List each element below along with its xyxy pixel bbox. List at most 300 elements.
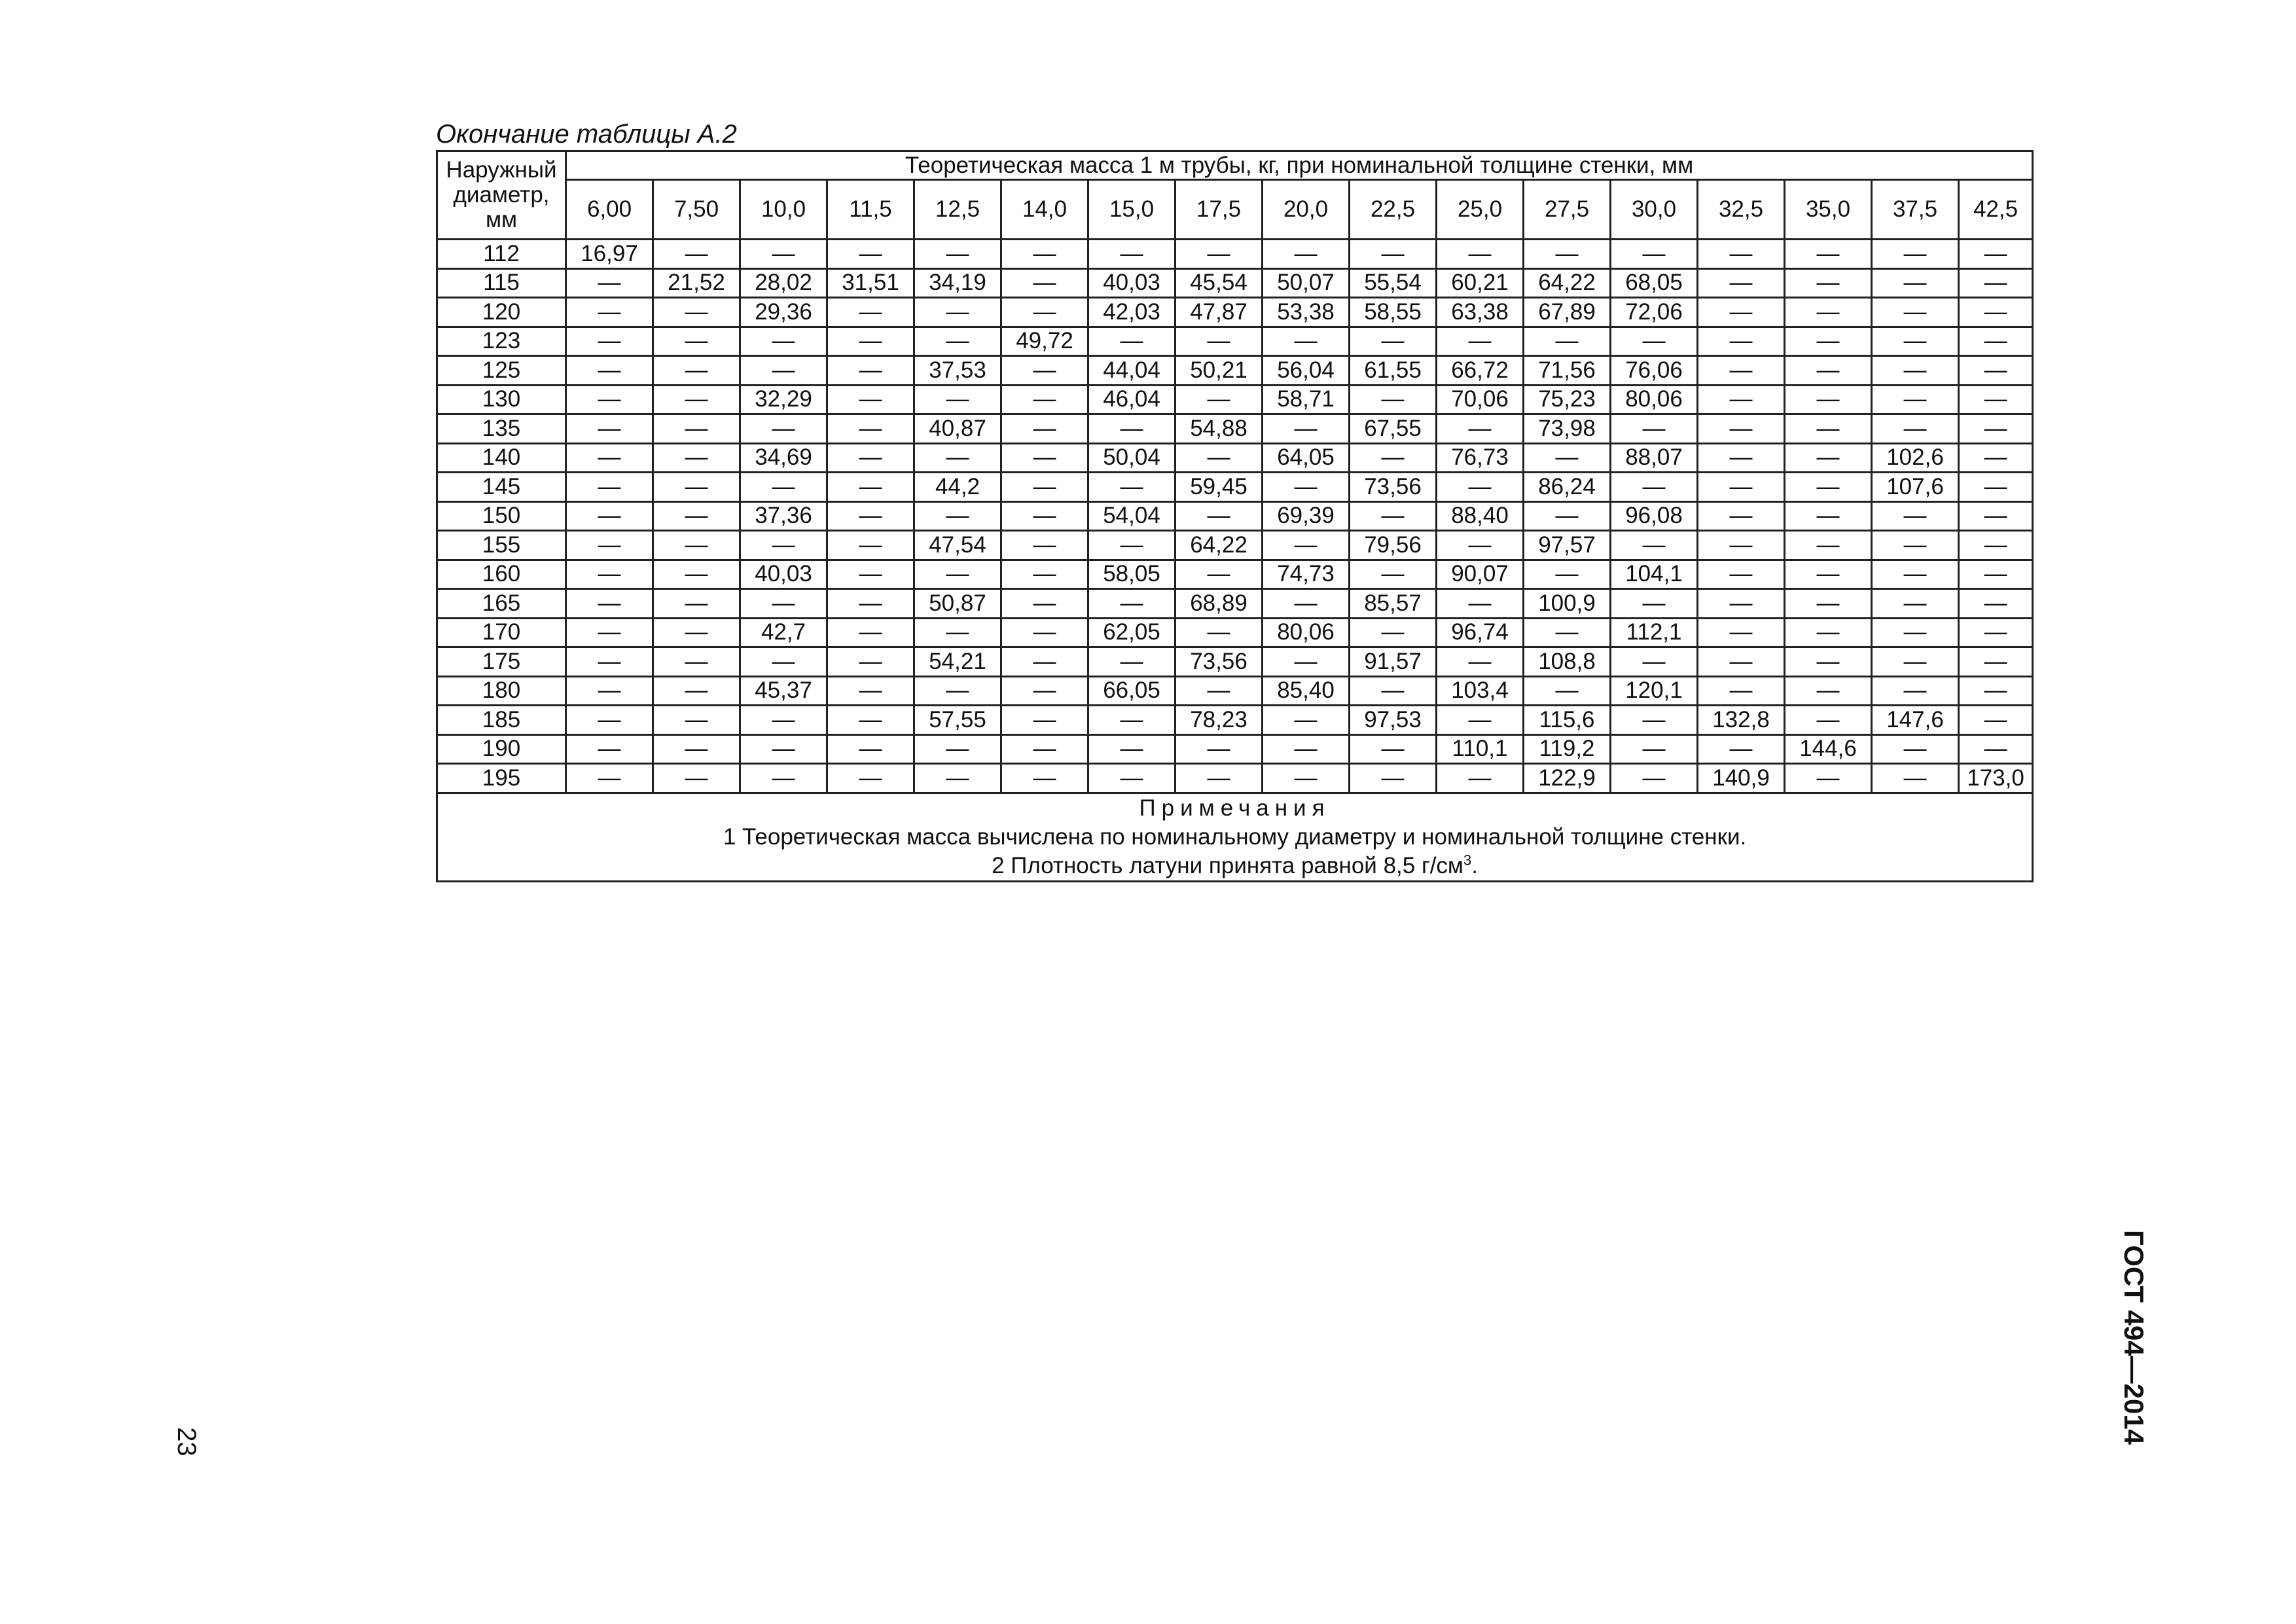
- mass-cell: —: [740, 473, 827, 502]
- thickness-header: 30,0: [1611, 180, 1698, 240]
- mass-cell: 74,73: [1263, 560, 1350, 589]
- mass-cell: —: [1872, 647, 1959, 677]
- mass-cell: —: [1959, 473, 2033, 502]
- mass-cell: —: [1437, 706, 1524, 735]
- mass-cell: 47,54: [914, 531, 1001, 560]
- mass-cell: —: [1785, 473, 1872, 502]
- mass-cell: —: [1088, 531, 1175, 560]
- mass-cell: —: [1872, 501, 1959, 531]
- mass-cell: —: [653, 356, 740, 386]
- unit-superscript: 3: [1463, 851, 1472, 868]
- mass-cell: —: [1350, 734, 1437, 764]
- mass-cell: —: [1785, 560, 1872, 589]
- mass-cell: —: [1698, 560, 1785, 589]
- mass-cell: —: [1437, 414, 1524, 444]
- mass-cell: 173,0: [1959, 764, 2033, 793]
- mass-cell: 32,29: [740, 385, 827, 414]
- mass-cell: —: [1959, 734, 2033, 764]
- notes-row: [437, 793, 2033, 881]
- mass-cell: 58,71: [1263, 385, 1350, 414]
- mass-cell: —: [1959, 268, 2033, 298]
- mass-cell: —: [1872, 764, 1959, 793]
- thickness-header: 17,5: [1175, 180, 1263, 240]
- mass-cell: —: [1785, 298, 1872, 327]
- mass-cell: —: [653, 618, 740, 647]
- mass-cell: —: [1175, 734, 1263, 764]
- mass-cell: —: [653, 327, 740, 356]
- mass-cell: —: [1611, 240, 1698, 269]
- mass-cell: 147,6: [1872, 706, 1959, 735]
- diameter-cell: 125: [437, 356, 566, 386]
- mass-cell: —: [1001, 531, 1088, 560]
- mass-cell: —: [1001, 298, 1088, 327]
- mass-cell: 34,69: [740, 443, 827, 473]
- mass-cell: 110,1: [1437, 734, 1524, 764]
- mass-cell: —: [827, 618, 914, 647]
- mass-cell: —: [1350, 764, 1437, 793]
- mass-cell: —: [740, 706, 827, 735]
- mass-cell: —: [740, 647, 827, 677]
- mass-cell: —: [653, 298, 740, 327]
- mass-cell: —: [1698, 268, 1785, 298]
- mass-cell: —: [1872, 327, 1959, 356]
- mass-cell: 21,52: [653, 268, 740, 298]
- mass-cell: 37,53: [914, 356, 1001, 386]
- diameter-cell: 123: [437, 327, 566, 356]
- mass-cell: 86,24: [1524, 473, 1611, 502]
- mass-cell: 40,03: [740, 560, 827, 589]
- mass-cell: —: [566, 443, 653, 473]
- mass-cell: —: [653, 443, 740, 473]
- diameter-cell: 130: [437, 385, 566, 414]
- mass-cell: 91,57: [1350, 647, 1437, 677]
- mass-cell: —: [1872, 618, 1959, 647]
- table-row: [437, 531, 2033, 560]
- mass-cell: —: [827, 531, 914, 560]
- mass-cell: —: [566, 298, 653, 327]
- mass-cell: —: [1785, 618, 1872, 647]
- mass-cell: —: [827, 501, 914, 531]
- mass-cell: —: [1263, 240, 1350, 269]
- mass-cell: —: [1872, 589, 1959, 619]
- mass-cell: —: [653, 706, 740, 735]
- mass-cell: —: [1001, 414, 1088, 444]
- mass-cell: —: [1263, 589, 1350, 619]
- table-row: [437, 327, 2033, 356]
- mass-cell: —: [1001, 618, 1088, 647]
- mass-cell: —: [827, 706, 914, 735]
- mass-cell: —: [653, 560, 740, 589]
- mass-cell: 75,23: [1524, 385, 1611, 414]
- mass-cell: 54,21: [914, 647, 1001, 677]
- mass-cell: 58,55: [1350, 298, 1437, 327]
- mass-cell: —: [914, 385, 1001, 414]
- mass-cell: —: [1872, 531, 1959, 560]
- mass-cell: —: [1959, 706, 2033, 735]
- mass-cell: —: [1959, 501, 2033, 531]
- mass-cell: —: [1959, 676, 2033, 706]
- mass-cell: —: [1350, 327, 1437, 356]
- mass-cell: —: [1263, 327, 1350, 356]
- row-header-cell: [437, 151, 566, 240]
- mass-cell: 59,45: [1175, 473, 1263, 502]
- mass-cell: —: [827, 647, 914, 677]
- mass-cell: 61,55: [1350, 356, 1437, 386]
- mass-cell: —: [1001, 268, 1088, 298]
- mass-cell: —: [1959, 356, 2033, 386]
- mass-cell: 96,08: [1611, 501, 1698, 531]
- diameter-cell: 165: [437, 589, 566, 619]
- mass-cell: 66,05: [1088, 676, 1175, 706]
- thickness-header: 27,5: [1524, 180, 1611, 240]
- thickness-header-row: [437, 180, 2033, 240]
- mass-cell: 44,2: [914, 473, 1001, 502]
- mass-cell: —: [1959, 589, 2033, 619]
- mass-cell: —: [1785, 268, 1872, 298]
- mass-cell: 122,9: [1524, 764, 1611, 793]
- mass-cell: —: [1785, 647, 1872, 677]
- mass-cell: —: [914, 298, 1001, 327]
- mass-cell: —: [1263, 531, 1350, 560]
- mass-cell: —: [653, 531, 740, 560]
- mass-cell: —: [1088, 734, 1175, 764]
- mass-cell: —: [1001, 734, 1088, 764]
- mass-cell: 80,06: [1263, 618, 1350, 647]
- mass-cell: —: [1001, 501, 1088, 531]
- mass-cell: 64,22: [1175, 531, 1263, 560]
- mass-cell: —: [1785, 501, 1872, 531]
- mass-cell: —: [1175, 560, 1263, 589]
- mass-cell: —: [1785, 414, 1872, 444]
- mass-cell: —: [1088, 589, 1175, 619]
- mass-cell: —: [1524, 560, 1611, 589]
- mass-cell: 50,04: [1088, 443, 1175, 473]
- mass-cell: 73,98: [1524, 414, 1611, 444]
- mass-cell: —: [1437, 473, 1524, 502]
- mass-cell: 79,56: [1350, 531, 1437, 560]
- mass-cell: 103,4: [1437, 676, 1524, 706]
- mass-cell: —: [827, 414, 914, 444]
- mass-cell: —: [1175, 676, 1263, 706]
- mass-cell: —: [653, 501, 740, 531]
- mass-cell: —: [740, 327, 827, 356]
- diameter-cell: 112: [437, 240, 566, 269]
- diameter-cell: 190: [437, 734, 566, 764]
- mass-cell: —: [1350, 385, 1437, 414]
- mass-cell: —: [1437, 589, 1524, 619]
- thickness-header: 25,0: [1437, 180, 1524, 240]
- thickness-header: 6,00: [566, 180, 653, 240]
- row-header-line-1: Наружный: [446, 157, 557, 183]
- mass-cell: —: [1001, 443, 1088, 473]
- mass-cell: 108,8: [1524, 647, 1611, 677]
- mass-cell: —: [1001, 356, 1088, 386]
- mass-cell: —: [1959, 298, 2033, 327]
- mass-cell: —: [1611, 414, 1698, 444]
- mass-cell: —: [1698, 414, 1785, 444]
- mass-cell: —: [566, 473, 653, 502]
- mass-cell: —: [1175, 764, 1263, 793]
- mass-cell: —: [653, 414, 740, 444]
- mass-cell: —: [1698, 647, 1785, 677]
- mass-cell: 73,56: [1350, 473, 1437, 502]
- mass-cell: 88,40: [1437, 501, 1524, 531]
- mass-cell: —: [1088, 706, 1175, 735]
- mass-cell: —: [827, 443, 914, 473]
- mass-cell: —: [740, 531, 827, 560]
- mass-cell: 42,7: [740, 618, 827, 647]
- mass-cell: —: [1959, 531, 2033, 560]
- table-row: [437, 240, 2033, 269]
- diameter-cell: 150: [437, 501, 566, 531]
- mass-cell: —: [1524, 327, 1611, 356]
- mass-cell: —: [827, 589, 914, 619]
- notes-cell: [437, 793, 2033, 881]
- mass-cell: 80,06: [1611, 385, 1698, 414]
- mass-cell: 53,38: [1263, 298, 1350, 327]
- mass-cell: —: [1437, 764, 1524, 793]
- mass-cell: —: [1698, 676, 1785, 706]
- mass-cell: 50,87: [914, 589, 1001, 619]
- mass-cell: —: [1959, 327, 2033, 356]
- mass-cell: —: [1785, 240, 1872, 269]
- mass-cell: 46,04: [1088, 385, 1175, 414]
- table-row: [437, 734, 2033, 764]
- mass-cell: —: [1959, 647, 2033, 677]
- mass-cell: 68,05: [1611, 268, 1698, 298]
- mass-cell: 44,04: [1088, 356, 1175, 386]
- mass-cell: —: [1959, 618, 2033, 647]
- mass-cell: —: [1350, 618, 1437, 647]
- mass-cell: —: [1698, 298, 1785, 327]
- mass-cell: —: [1437, 240, 1524, 269]
- diameter-cell: 170: [437, 618, 566, 647]
- mass-cell: 76,73: [1437, 443, 1524, 473]
- mass-cell: —: [1698, 618, 1785, 647]
- mass-cell: —: [1263, 647, 1350, 677]
- mass-cell: —: [1350, 676, 1437, 706]
- mass-cell: —: [1175, 618, 1263, 647]
- mass-cell: —: [1785, 327, 1872, 356]
- mass-cell: —: [827, 356, 914, 386]
- mass-cell: 50,07: [1263, 268, 1350, 298]
- mass-cell: —: [1959, 385, 2033, 414]
- mass-cell: 85,40: [1263, 676, 1350, 706]
- mass-cell: 90,07: [1437, 560, 1524, 589]
- mass-cell: 60,21: [1437, 268, 1524, 298]
- mass-cell: —: [1611, 327, 1698, 356]
- mass-cell: —: [1524, 676, 1611, 706]
- mass-cell: —: [1001, 647, 1088, 677]
- document-code: ГОСТ 494—2014: [2119, 1230, 2149, 1445]
- mass-cell: —: [1350, 443, 1437, 473]
- mass-cell: —: [653, 385, 740, 414]
- mass-cell: —: [740, 414, 827, 444]
- mass-cell: —: [740, 734, 827, 764]
- mass-cell: 97,53: [1350, 706, 1437, 735]
- diameter-cell: 195: [437, 764, 566, 793]
- thickness-header: 11,5: [827, 180, 914, 240]
- mass-cell: —: [1611, 647, 1698, 677]
- mass-cell: —: [1698, 240, 1785, 269]
- mass-cell: —: [1872, 734, 1959, 764]
- mass-cell: —: [1611, 473, 1698, 502]
- table-row: [437, 298, 2033, 327]
- mass-cell: —: [914, 560, 1001, 589]
- diameter-cell: 145: [437, 473, 566, 502]
- mass-cell: —: [1524, 240, 1611, 269]
- mass-cell: 96,74: [1437, 618, 1524, 647]
- mass-cell: —: [1263, 764, 1350, 793]
- mass-cell: —: [914, 618, 1001, 647]
- mass-cell: —: [653, 734, 740, 764]
- mass-cell: —: [653, 240, 740, 269]
- mass-cell: 49,72: [1001, 327, 1088, 356]
- mass-cell: —: [914, 676, 1001, 706]
- mass-cell: —: [566, 327, 653, 356]
- table-row: [437, 618, 2033, 647]
- mass-cell: 71,56: [1524, 356, 1611, 386]
- table-row: [437, 356, 2033, 386]
- mass-cell: —: [1872, 385, 1959, 414]
- diameter-cell: 160: [437, 560, 566, 589]
- mass-cell: 102,6: [1872, 443, 1959, 473]
- mass-cell: —: [1785, 676, 1872, 706]
- diameter-cell: 115: [437, 268, 566, 298]
- mass-cell: 54,04: [1088, 501, 1175, 531]
- page-number: 23: [171, 1427, 201, 1456]
- mass-cell: 47,87: [1175, 298, 1263, 327]
- mass-cell: 107,6: [1872, 473, 1959, 502]
- mass-cell: —: [1872, 240, 1959, 269]
- mass-cell: —: [1785, 356, 1872, 386]
- mass-cell: —: [1263, 473, 1350, 502]
- mass-cell: —: [1437, 531, 1524, 560]
- mass-cell: 68,89: [1175, 589, 1263, 619]
- diameter-cell: 155: [437, 531, 566, 560]
- mass-cell: —: [566, 647, 653, 677]
- mass-cell: —: [1698, 327, 1785, 356]
- mass-cell: —: [1437, 327, 1524, 356]
- thickness-header: 14,0: [1001, 180, 1088, 240]
- mass-cell: 54,88: [1175, 414, 1263, 444]
- mass-cell: —: [1350, 501, 1437, 531]
- mass-cell: —: [1088, 414, 1175, 444]
- table-row: [437, 589, 2033, 619]
- thickness-header: 10,0: [740, 180, 827, 240]
- mass-cell: 78,23: [1175, 706, 1263, 735]
- mass-cell: —: [1959, 414, 2033, 444]
- mass-cell: —: [1785, 385, 1872, 414]
- mass-cell: 56,04: [1263, 356, 1350, 386]
- note-2: [438, 852, 2032, 880]
- mass-cell: 88,07: [1611, 443, 1698, 473]
- mass-cell: 70,06: [1437, 385, 1524, 414]
- mass-cell: —: [1698, 443, 1785, 473]
- mass-cell: —: [740, 589, 827, 619]
- mass-cell: —: [827, 298, 914, 327]
- mass-cell: —: [1175, 501, 1263, 531]
- mass-cell: 67,55: [1350, 414, 1437, 444]
- mass-cell: —: [827, 240, 914, 269]
- mass-cell: 119,2: [1524, 734, 1611, 764]
- mass-cell: —: [1001, 706, 1088, 735]
- mass-cell: —: [1088, 327, 1175, 356]
- mass-cell: 112,1: [1611, 618, 1698, 647]
- mass-cell: —: [566, 356, 653, 386]
- table-row: [437, 385, 2033, 414]
- mass-cell: —: [1698, 531, 1785, 560]
- note-1: 1 Теоретическая масса вычислена по номинальному диаметру и номинальной толщине стенки.: [723, 823, 1747, 850]
- table-row: [437, 268, 2033, 298]
- mass-cell: —: [1611, 589, 1698, 619]
- mass-cell: 66,72: [1437, 356, 1524, 386]
- mass-cell: —: [914, 501, 1001, 531]
- mass-cell: —: [827, 385, 914, 414]
- mass-cell: —: [1001, 385, 1088, 414]
- mass-cell: —: [653, 589, 740, 619]
- table-row: [437, 414, 2033, 444]
- mass-cell: —: [1785, 589, 1872, 619]
- note-2-tail: .: [1471, 852, 1478, 878]
- mass-cell: —: [1872, 676, 1959, 706]
- mass-cell: 63,38: [1437, 298, 1524, 327]
- thickness-header: 7,50: [653, 180, 740, 240]
- mass-cell: —: [1263, 734, 1350, 764]
- mass-cell: —: [1611, 531, 1698, 560]
- mass-cell: 144,6: [1785, 734, 1872, 764]
- mass-cell: —: [1872, 414, 1959, 444]
- mass-cell: —: [1785, 443, 1872, 473]
- mass-cell: 45,54: [1175, 268, 1263, 298]
- mass-cell: 69,39: [1263, 501, 1350, 531]
- mass-cell: —: [1263, 414, 1350, 444]
- mass-cell: —: [566, 618, 653, 647]
- mass-cell: 34,19: [914, 268, 1001, 298]
- diameter-cell: 135: [437, 414, 566, 444]
- mass-cell: 29,36: [740, 298, 827, 327]
- mass-cell: 72,06: [1611, 298, 1698, 327]
- mass-cell: —: [1872, 298, 1959, 327]
- thickness-header: 37,5: [1872, 180, 1959, 240]
- mass-cell: —: [1785, 764, 1872, 793]
- mass-cell: 67,89: [1524, 298, 1611, 327]
- mass-cell: —: [827, 473, 914, 502]
- mass-cell: 85,57: [1350, 589, 1437, 619]
- mass-cell: —: [653, 473, 740, 502]
- mass-cell: 104,1: [1611, 560, 1698, 589]
- thickness-header: 15,0: [1088, 180, 1175, 240]
- mass-cell: —: [566, 676, 653, 706]
- mass-cell: —: [827, 560, 914, 589]
- mass-cell: —: [566, 414, 653, 444]
- mass-cell: 100,9: [1524, 589, 1611, 619]
- mass-cell: —: [1611, 764, 1698, 793]
- mass-cell: —: [1175, 385, 1263, 414]
- row-header-line-2: диаметр,: [453, 182, 550, 208]
- mass-cell: —: [740, 356, 827, 386]
- mass-cell: 132,8: [1698, 706, 1785, 735]
- mass-cell: —: [1959, 240, 2033, 269]
- table-row: [437, 501, 2033, 531]
- mass-cell: —: [1872, 560, 1959, 589]
- mass-cell: —: [566, 764, 653, 793]
- table-row: [437, 560, 2033, 589]
- thickness-header: 12,5: [914, 180, 1001, 240]
- thickness-header: 35,0: [1785, 180, 1872, 240]
- mass-cell: —: [1785, 706, 1872, 735]
- group-header: Теоретическая масса 1 м трубы, кг, при номинальной толщине стенки, мм: [566, 151, 2033, 180]
